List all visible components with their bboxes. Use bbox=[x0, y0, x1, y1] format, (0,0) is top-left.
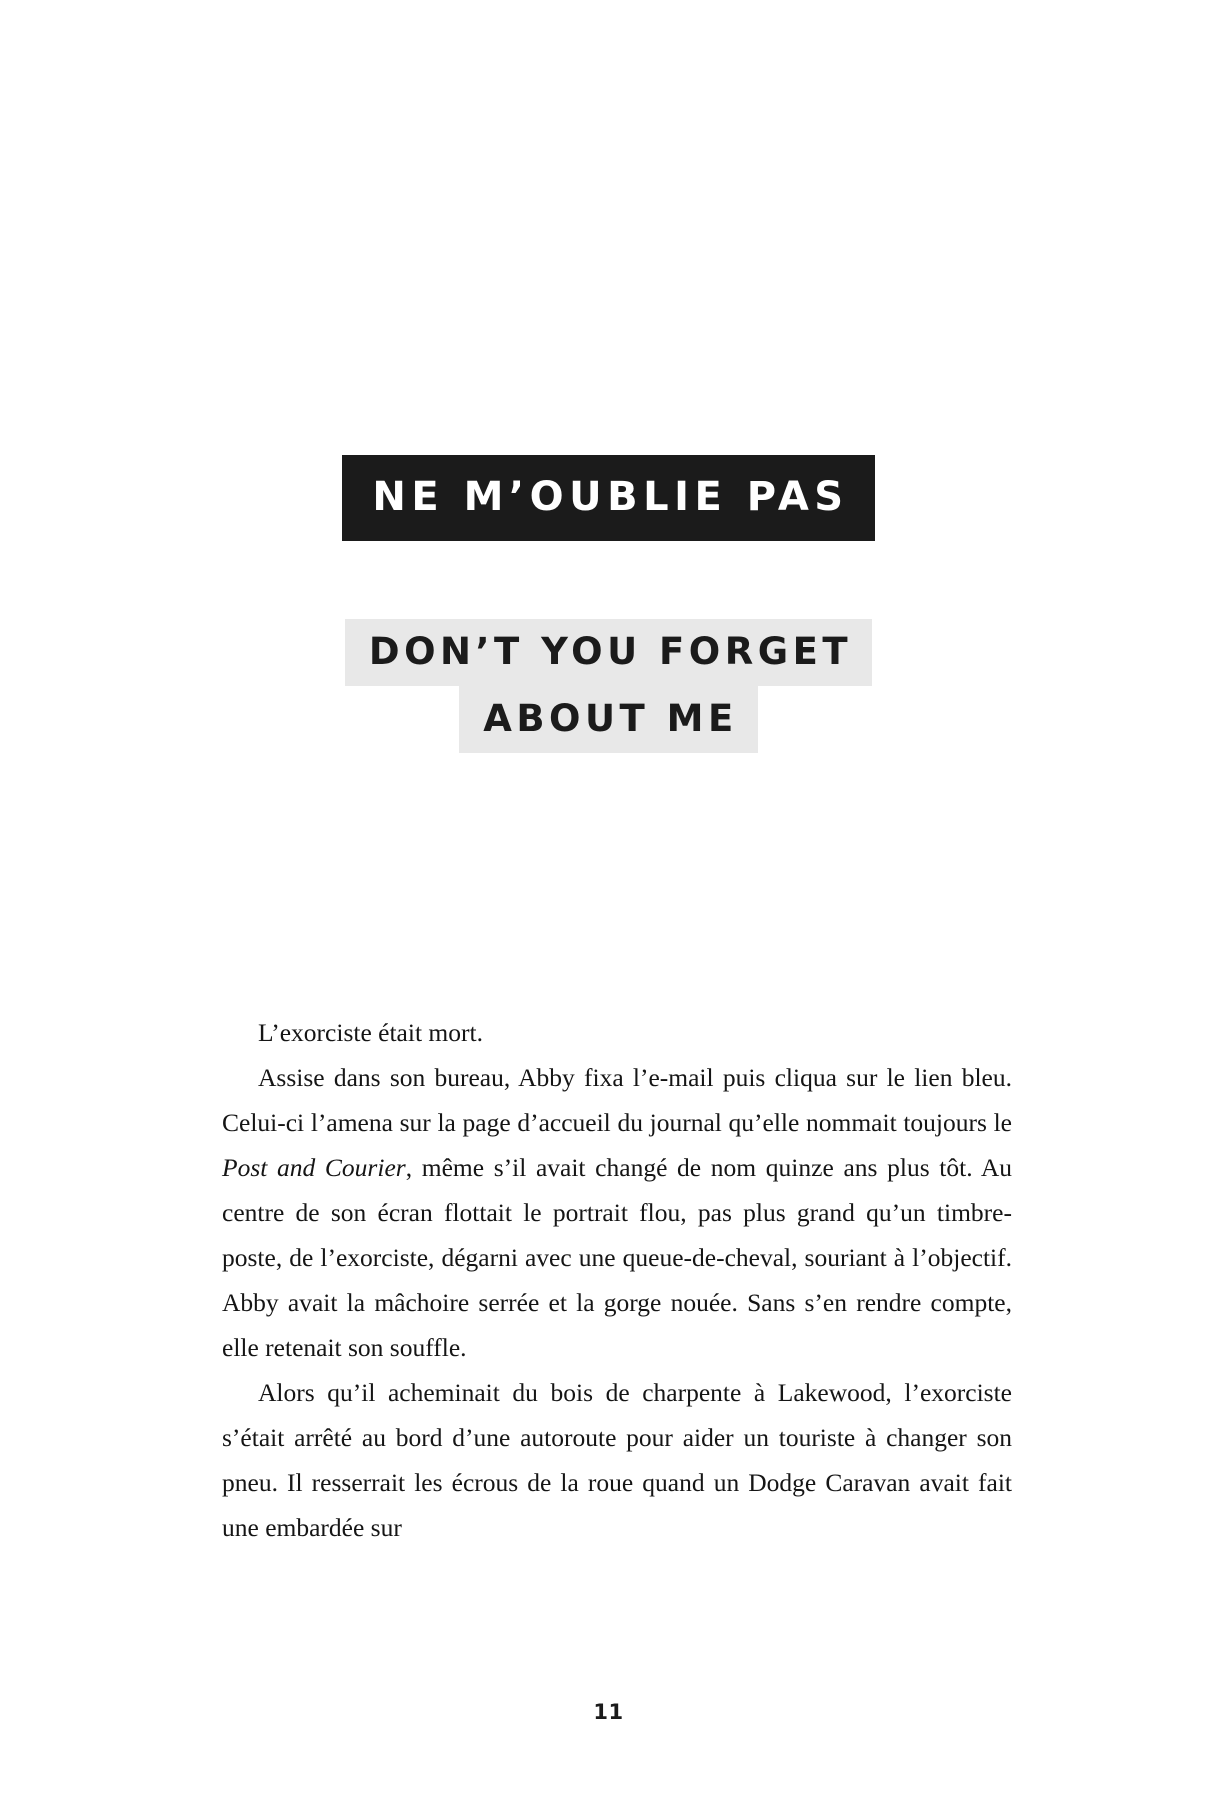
paragraph-2 bbox=[222, 1055, 1012, 1370]
paragraph-3: Alors qu’il acheminait du bois de charpente à Lakewood, l’exorciste s’était arrêté au bord d’une autoroute pour aider un touriste à changer son pneu. Il resserrait les écrous de la roue quand un Dodge Caravan avait fait une embardée sur bbox=[222, 1378, 1012, 1542]
chapter-title-english-line-2: ABOUT ME bbox=[459, 686, 758, 753]
paragraph-1: L’exorciste était mort. bbox=[258, 1018, 483, 1047]
chapter-title-english bbox=[0, 619, 1217, 753]
paragraph-2-part-2: , même s’il avait changé de nom quinze ans plus tôt. Au centre de son écran flottait le portrait flou, pas plus grand qu’un timbre-poste, de l’exorciste, dégarni avec une queue-de-cheval, souriant à l’objectif. Abby avait la mâchoire serrée et la gorge nouée. Sans s’en rendre compte, elle retenait son souffle. bbox=[222, 1153, 1013, 1362]
chapter-title-french: NE M’OUBLIE PAS bbox=[342, 455, 874, 541]
newspaper-title-italic: Post and Courier bbox=[222, 1153, 406, 1182]
page-number: 11 bbox=[593, 1700, 624, 1724]
body-text bbox=[222, 1010, 1012, 1550]
chapter-title-english-line-1: DON’T YOU FORGET bbox=[345, 619, 872, 686]
paragraph-2-part-1: Assise dans son bureau, Abby fixa l’e-mail puis cliqua sur le lien bleu. Celui-ci l’amena sur la page d’accueil du journal qu’elle nommait toujours le bbox=[222, 1063, 1012, 1137]
chapter-title-group bbox=[0, 455, 1217, 753]
